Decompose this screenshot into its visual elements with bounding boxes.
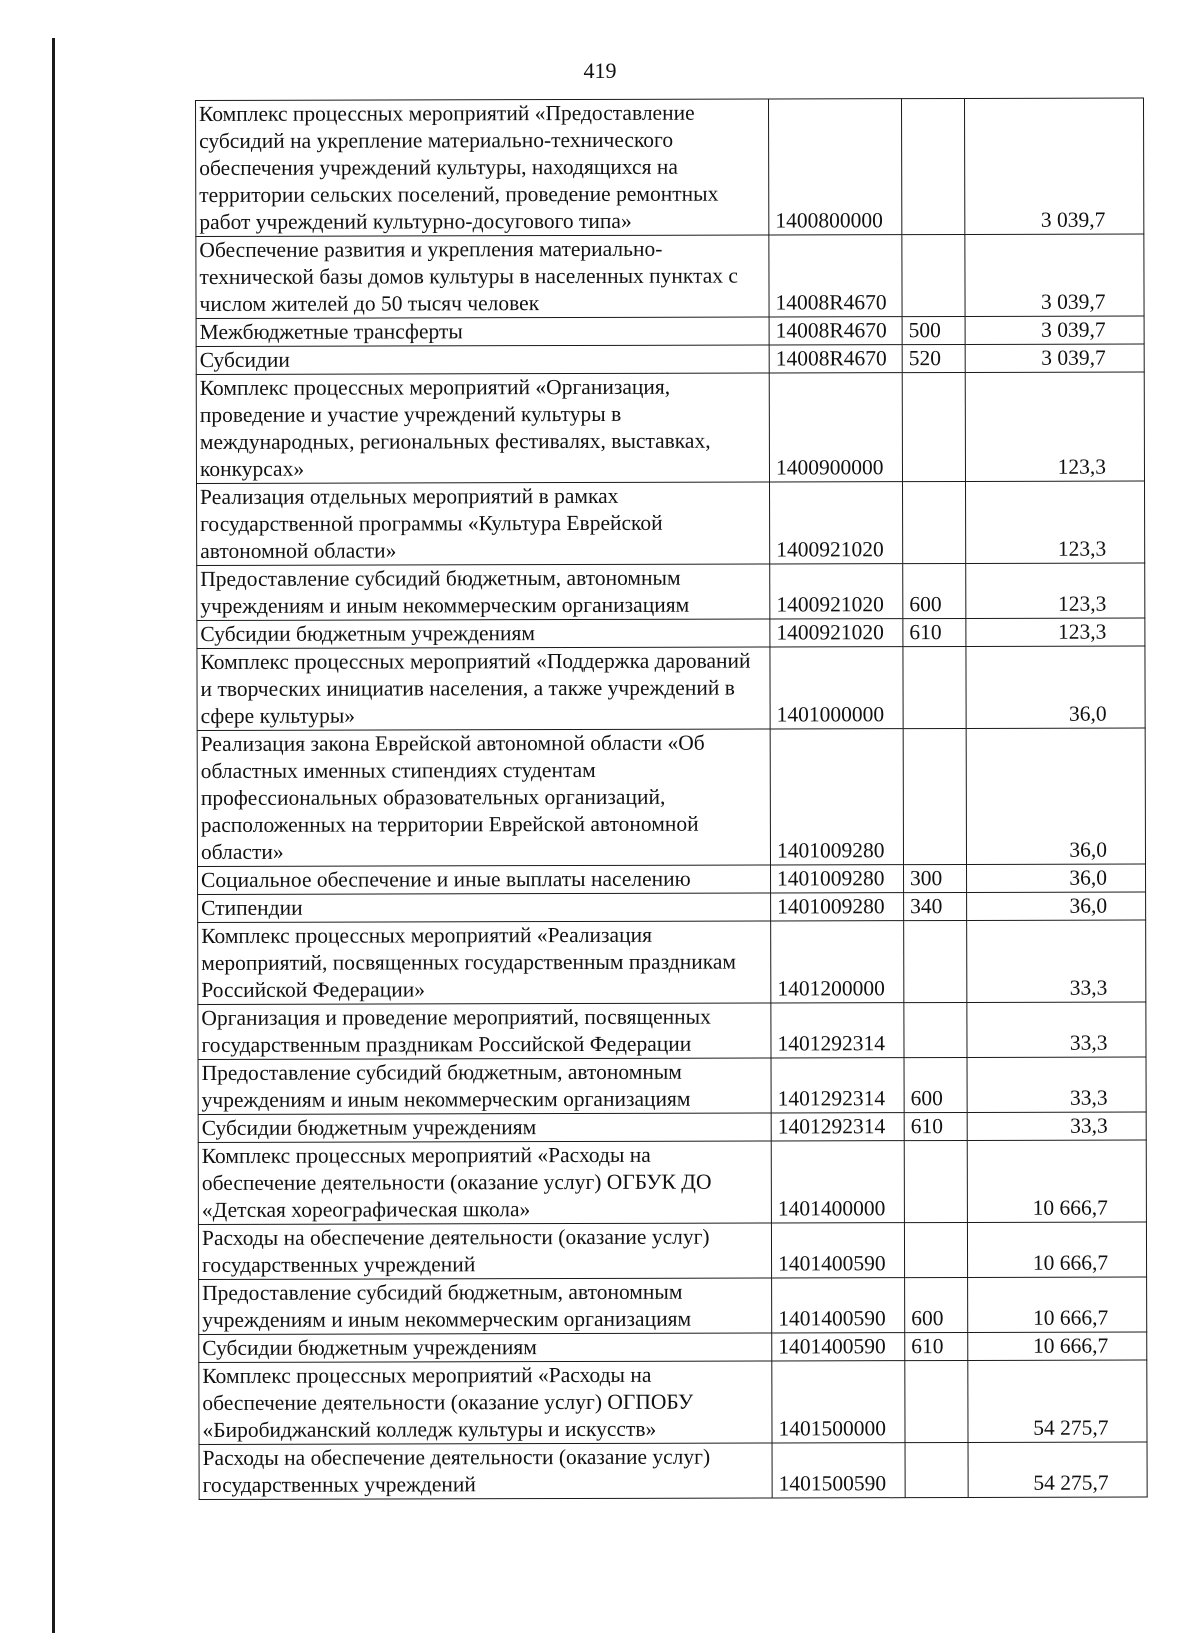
page-edge-rule [52,38,55,1633]
row-type-cell: 300 [904,864,967,892]
row-name-cell: Субсидии бюджетным учреждениям [197,619,770,649]
table-row [199,1442,1147,1499]
row-type-cell [903,728,966,864]
row-type-cell [904,920,967,1002]
row-type-cell: 610 [905,1332,968,1360]
row-type-cell [903,481,966,563]
table-row [199,1277,1147,1334]
row-code-cell: 1400921020 [770,564,903,619]
row-sum-cell: 123,3 [966,618,1145,646]
table-row [198,920,1146,1004]
row-name-cell: Организация и проведение мероприятий, посвященных государственным праздникам Российской Федерации [198,1003,771,1059]
row-sum-cell: 36,0 [966,728,1145,864]
row-code-cell: 1401500590 [772,1443,905,1498]
row-code-cell: 14008R4670 [769,345,902,373]
row-type-cell [902,372,965,481]
row-name-cell: Комплекс процессных мероприятий «Расходы на обеспечение деятельности (оказание услуг) ОГБУК ДО «Детская хореографическая школа» [198,1141,771,1224]
row-code-cell: 1401292314 [771,1003,904,1058]
row-name-cell: Социальное обеспечение и иные выплаты населению [198,865,771,895]
row-type-cell: 600 [904,1057,967,1112]
row-code-cell: 1401292314 [771,1113,904,1141]
row-sum-cell: 54 275,7 [968,1360,1147,1442]
row-code-cell: 1401400590 [771,1223,904,1278]
row-name-cell: Субсидии [196,345,769,375]
row-sum-cell: 10 666,7 [968,1277,1147,1332]
row-type-cell [905,1442,968,1497]
table-row [196,372,1144,483]
table-body [196,98,1148,1499]
row-sum-cell: 36,0 [966,646,1145,728]
row-code-cell: 1401009280 [771,865,904,893]
row-sum-cell: 123,3 [966,481,1145,563]
row-type-cell: 340 [904,892,967,920]
row-sum-cell: 10 666,7 [968,1332,1147,1360]
table-row [199,1360,1147,1444]
row-code-cell: 1401400590 [772,1333,905,1361]
row-name-cell: Расходы на обеспечение деятельности (оказание услуг) государственных учреждений [199,1443,772,1499]
row-type-cell [905,1360,968,1442]
row-type-cell [904,1002,967,1057]
row-code-cell: 1401400590 [772,1278,905,1333]
table-row [196,316,1144,346]
row-sum-cell: 10 666,7 [967,1222,1146,1277]
page-number: 419 [583,58,617,83]
table-row [196,98,1144,236]
row-code-cell: 14008R4670 [769,235,902,317]
table-row [197,563,1145,620]
row-name-cell: Комплекс процессных мероприятий «Реализация мероприятий, посвященных государственным праздникам Российской Федерации» [198,921,771,1004]
row-type-cell [903,646,966,728]
row-type-cell: 520 [902,344,965,372]
row-code-cell: 1401200000 [771,921,904,1003]
row-name-cell: Предоставление субсидий бюджетным, автономным учреждениям и иным некоммерческим организациям [197,564,770,620]
row-code-cell: 1401292314 [771,1058,904,1113]
table-row [197,646,1145,730]
table-row [198,892,1146,922]
row-type-cell [901,98,964,234]
row-name-cell: Комплекс процессных мероприятий «Предоставление субсидий на укрепление материально-технического обеспечения учреждений культуры, находящихся на территории сельских поселений, проведение ремонтных работ учреждений культурно-досугового типа» [196,99,769,236]
row-code-cell: 1401009280 [771,893,904,921]
row-sum-cell: 54 275,7 [968,1442,1147,1497]
row-sum-cell: 33,3 [967,1112,1146,1140]
row-name-cell: Предоставление субсидий бюджетным, автономным учреждениям и иным некоммерческим организациям [199,1278,772,1335]
row-sum-cell: 36,0 [967,864,1146,892]
row-sum-cell: 10 666,7 [967,1140,1146,1222]
row-sum-cell: 123,3 [966,563,1145,618]
row-type-cell: 600 [903,563,966,618]
table-row [198,1002,1146,1059]
row-name-cell: Комплекс процессных мероприятий «Расходы на обеспечение деятельности (оказание услуг) ОГПОБУ «Биробиджанский колледж культуры и искусств» [199,1361,772,1444]
row-code-cell: 14008R4670 [769,317,902,345]
row-sum-cell: 33,3 [967,1057,1146,1112]
table-row [198,1057,1146,1114]
row-name-cell: Комплекс процессных мероприятий «Организация, проведение и участие учреждений культуры в международных, региональных фестивалях, выставках, конкурсах» [196,373,769,483]
row-type-cell: 610 [903,618,966,646]
row-code-cell: 1400800000 [768,99,901,235]
row-code-cell: 1400921020 [770,619,903,647]
row-code-cell: 1401000000 [770,647,903,729]
row-name-cell: Расходы на обеспечение деятельности (оказание услуг) государственных учреждений [198,1223,771,1279]
budget-table [195,98,1148,1500]
row-name-cell: Субсидии бюджетным учреждениям [198,1113,771,1143]
row-type-cell: 500 [902,316,965,344]
row-name-cell: Субсидии бюджетным учреждениям [199,1333,772,1363]
row-code-cell: 1400900000 [769,373,902,482]
table-row [198,1222,1146,1279]
table-row [199,1332,1147,1362]
row-name-cell: Предоставление субсидий бюджетным, автономным учреждениям и иным некоммерческим организациям [198,1058,771,1115]
table-row [198,864,1146,894]
row-type-cell [902,234,965,316]
row-sum-cell: 36,0 [967,892,1146,920]
row-code-cell: 1401009280 [770,729,903,865]
row-sum-cell: 3 039,7 [965,316,1144,344]
table-row [196,344,1144,374]
row-name-cell: Комплекс процессных мероприятий «Поддержка дарований и творческих инициатив населения, а также учреждений в сфере культуры» [197,647,770,730]
row-sum-cell: 3 039,7 [965,234,1144,316]
row-type-cell: 610 [904,1112,967,1140]
row-name-cell: Обеспечение развития и укрепления материально-технической базы домов культуры в населенных пунктах с числом жителей до 50 тысяч человек [196,235,769,318]
row-sum-cell: 123,3 [965,372,1144,481]
row-name-cell: Реализация закона Еврейской автономной области «Об областных именных стипендиях студентам профессиональных образовательных организаций, расположенных на территории Еврейской автономной области» [197,729,770,866]
row-code-cell: 1401500000 [772,1361,905,1443]
table-row [196,234,1144,318]
table-row [197,481,1145,565]
row-sum-cell: 33,3 [967,920,1146,1002]
row-type-cell: 600 [905,1277,968,1332]
row-name-cell: Реализация отдельных мероприятий в рамках государственной программы «Культура Еврейской автономной области» [197,482,770,565]
table-row [197,728,1145,866]
row-name-cell: Межбюджетные трансферты [196,317,769,347]
row-type-cell [904,1140,967,1222]
row-name-cell: Стипендии [198,893,771,923]
table-row [198,1140,1146,1224]
row-code-cell: 1400921020 [770,482,903,564]
row-code-cell: 1401400000 [771,1141,904,1223]
table-row [198,1112,1146,1142]
row-sum-cell: 3 039,7 [964,98,1143,234]
row-sum-cell: 3 039,7 [965,344,1144,372]
table-row [197,618,1145,648]
row-sum-cell: 33,3 [967,1002,1146,1057]
row-type-cell [904,1222,967,1277]
